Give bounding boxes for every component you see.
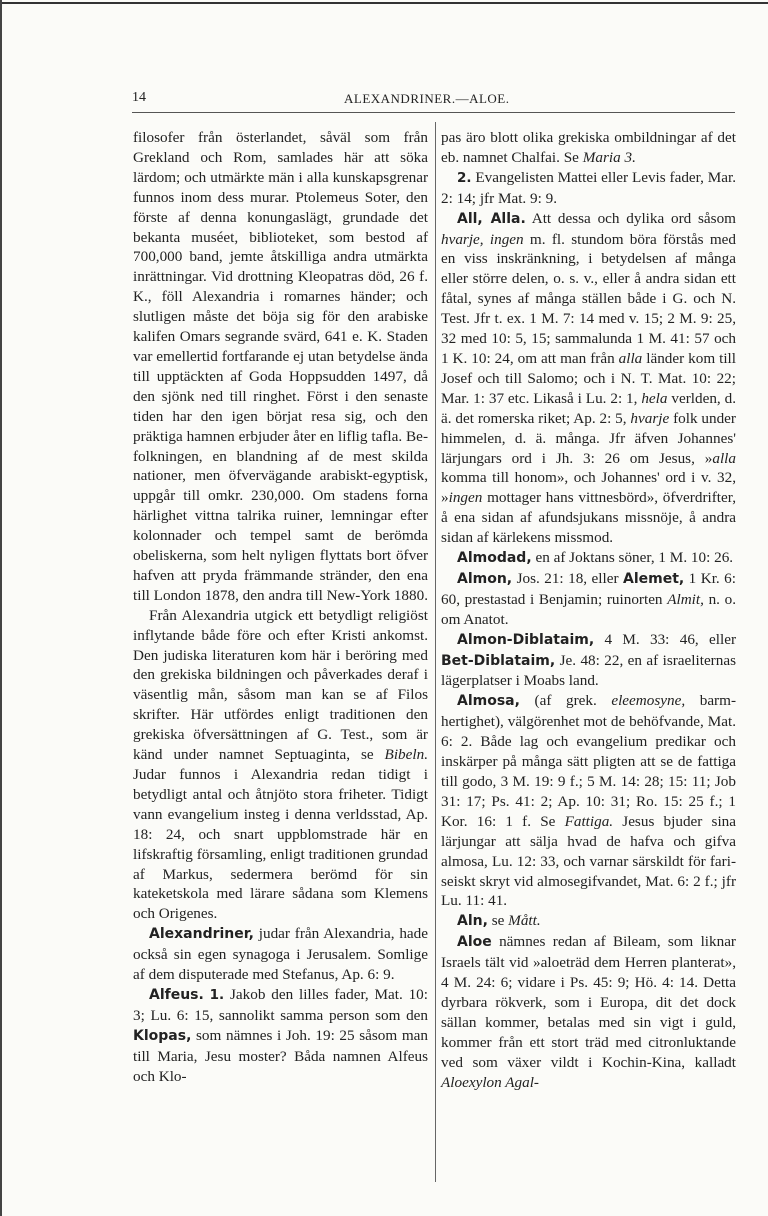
entry-text: komma till honom», och Johannes' ord i v. 32, » xyxy=(441,469,736,507)
entry-text: Att dessa och dylika ord såsom xyxy=(525,209,736,227)
entry-text: mottager hans vittnesbörd», öfverdrifter, å ena sidan af afundsjukans missnöje, å andra sidan af kärlekens missmod. xyxy=(441,489,736,547)
entry-text: som nämnes i Joh. 19: 25 såsom man till Maria, Jesu moster? Båda namnen Alfeus och Klo- xyxy=(133,1026,428,1085)
header-rule xyxy=(132,112,735,113)
entry-text: Jos. 21: 18, eller xyxy=(512,569,623,587)
headword: Almosa, xyxy=(457,693,520,710)
italic-term: Almit, xyxy=(667,590,704,608)
italic-term: alla xyxy=(618,349,643,367)
entry-text: en af Joktans söner, 1 M. 10: 26. xyxy=(531,549,734,567)
entry-alfeus-2 xyxy=(441,168,736,209)
cross-reference: Maria 3. xyxy=(582,148,636,166)
headword: Aln, xyxy=(457,913,488,930)
paragraph-text: filosofer från österlandet, såväl som från Grekland och Rom, samlades här att söka lärdom; och utmärkte män i alla kunskapsgrenar funnos inom dess murar. Ptolemeus Soter, den förste af denna konungaslägt, grundade det bekanta muséet, biblioteket, som bestod af 700,000 band, jemte åtskilliga andra utmärkta inrättningar. Vid drottning Kleopatras död, 26 f. K., föll Alexandria i romarnes händer; och slutligen måste det böja sig för den arabiske kalifen Omars segrande svärd, 641 e. K. Staden var emellertid fortfarande ej utan betydelse ända till upptäckten af Goda Hoppsudden 1497, då den sjönk ned till ringhet. Först i den senaste tiden har den igen börjat resa sig, och den präktiga hamnen erbjuder åter en liflig tafla. Befolkningen, en blandning af de mest skilda nationer, men öfvervägande arabiskt-egyptisk, uppgår till omkr. 230,000. Om stadens forna härlighet vittna talrika ruiner, lemningar efter kolonnader och tempel samt de berömda obeliskerna, som helt nyligen flyttats bort öfver hafven att pryda främmande stränder, den ena till London 1878, den andra till New-York 1880. xyxy=(133,129,429,604)
entry-text: n. o. om Anatot. xyxy=(441,590,737,628)
headword: Alexandriner, xyxy=(149,926,254,943)
headword: Alfeus. xyxy=(149,986,204,1003)
italic-term: hvarje xyxy=(630,409,670,427)
column-divider xyxy=(435,122,436,1182)
cross-reference: Bibeln. xyxy=(384,746,428,764)
entry-text: 1 Kr. 6: 60, prestastad i Benjamin; ruinorten xyxy=(441,569,736,608)
paragraph-text: Judar funnos i Alexandria redan tidigt i betydligt antal och åtnjöto stora friheter. Tidigt vann evangelium insteg i denna verldsstad, Ap. 18: 24, och snart uppblomstrade här en lifskraftig församling, enligt traditionen grundad af Markus, sedermera berömd för sin kateketskola med lärare sådana som Klemens och Origenes. xyxy=(133,766,428,923)
page-number: 14 xyxy=(132,90,146,105)
italic-term: hela xyxy=(641,389,668,407)
headword: Almon-Diblataim, xyxy=(457,631,595,648)
page-left-edge xyxy=(0,0,2,1216)
italic-term: hvarje, ingen xyxy=(441,230,524,248)
alfeus-continuation xyxy=(441,128,736,168)
entry-almosa xyxy=(441,691,736,911)
left-column xyxy=(133,128,428,1087)
headword: Almodad, xyxy=(457,550,532,567)
running-head: ALEXANDRINER.—ALOE. xyxy=(344,91,510,106)
headword: Bet-Diblataim, xyxy=(441,652,556,669)
entry-text: folk under himmelen, d. ä. många. Jfr äfven Johannes' lärjungars ord i Jh. 3: 26 om Jesus, » xyxy=(441,409,736,467)
entry-alexandriner xyxy=(133,924,428,985)
paragraph-text: Från Alexandria utgick ett betydligt religiöst inflytande både före och efter Kristi ankomst. Den judiska literaturen kom här i beröring med den grekiska bildningen och påverkades deraf i väsentlig mån, såsom man kan se af Filos skrifter. Här utfördes enligt traditionen den grekiska öfversättningen af G. Test., som är känd under namnet Septuaginta, se xyxy=(133,606,428,764)
entry-text: 4 M. 33: 46, eller xyxy=(594,630,736,648)
italic-term: eleemosyne, xyxy=(611,692,686,710)
entry-text: Evangelisten Mattei eller Levis fader, Mar. 2: 14; jfr Mat. 9: 9. xyxy=(441,168,736,207)
entry-text: (af grek. xyxy=(519,692,612,710)
paragraph-text: pas äro blott olika grekiska ombildningar af det eb. namnet Chalfai. Se xyxy=(441,129,736,166)
italic-term: Aloexylon Agal- xyxy=(441,1073,539,1091)
page-top-edge xyxy=(0,2,768,4)
entry-almon xyxy=(441,569,736,630)
entry-text: m. fl. stundom böra förstås med en viss inskränkning, i betydelsen af många eller större delen, o. s. v., eller å andra sidan ett fåtal, synes af många ställen både i G. och N. Test. Jfr t. ex. 1 M. 7: 14 med v. 15; 2 M. 9: 25, 32 med 10: 5, 15; sammalunda 1 M. 41: 57 och 1 K. 10: 24, om att man från xyxy=(441,230,736,367)
sense-number: 2. xyxy=(457,169,472,186)
entry-aln xyxy=(441,911,736,932)
alexandria-continuation xyxy=(133,128,428,606)
entry-text: länder kom till Josef och till Salomo; och i N. T. Mat. 10: 22; Mar. 1: 37 etc. Likaså i Lu. 2: 1, xyxy=(441,349,736,407)
entry-aloe xyxy=(441,932,736,1092)
sense-number: 1. xyxy=(209,986,225,1003)
italic-term: alla xyxy=(712,449,736,467)
entry-text: Jesus bjuder sina lärjungar att sälja hvad de hafva och gifva almosa, Lu. 12: 33, och varnar särskildt för fariseiskt skryt vid almosegifvandet, Mat. 6: 2 f.; jfr Lu. 11: 41. xyxy=(441,812,736,910)
entry-alfeus xyxy=(133,985,428,1087)
right-column xyxy=(441,128,736,1093)
entry-almon-diblataim xyxy=(441,630,736,692)
entry-all xyxy=(441,209,736,548)
entry-text: nämnes redan af Bileam, som liknar Israels tält vid »aloeträd dem Herren planterat», 4 M. 24: 6; vidare i Ps. 45: 9; Hö. 4: 14. Detta dyrbara rökverk, som i Europa, dit det dock sällan kommer, betalas med sin vigt i guld, kommer från ett stort träd med citronluktande ved som växer vildt i Kochin-Kina, kalladt xyxy=(441,933,736,1071)
italic-term: ingen xyxy=(448,489,483,507)
headword: Klopas, xyxy=(133,1027,192,1044)
entry-text: barmhertighet), välgörenhet mot de behöfvande, Mat. 6: 2. Både lag och evangelium predikar och inskärper på många sätt pligten att se de fattiga till godo, 3 M. 19: 9 f.; 5 M. 14: 28; 15: 11; Job 31: 17; Ps. 41: 2; Ap. 10: 31; Ro. 15: 25 f.; 1 Kor. 16: 1 f. Se xyxy=(441,692,736,830)
cross-reference: Mått. xyxy=(508,912,541,930)
cross-reference: Fattiga. xyxy=(564,812,614,830)
headword: Almon, xyxy=(457,570,513,587)
entry-almodad xyxy=(441,548,736,569)
entry-text: Jakob den lilles fader, Mat. 10: 3; Lu. 6: 15, sannolikt samma person som den xyxy=(133,985,428,1024)
entry-text: Je. 48: 22, en af israeliternas lägerplatser i Moabs land. xyxy=(441,651,736,690)
page-header xyxy=(132,90,735,112)
entry-text: judar från Alexandria, hade också sin egen synagoga i Jerusalem. Somlige af dem disputerade med Stefanus, Ap. 6: 9. xyxy=(133,925,428,984)
entry-text: se xyxy=(487,912,509,930)
entry-text: verlden, d. ä. det romerska riket; Ap. 2: 5, xyxy=(441,389,736,427)
headword: All, Alla. xyxy=(457,210,526,227)
alexandria-religion-paragraph xyxy=(133,606,428,925)
headword: Aloe xyxy=(457,934,492,951)
headword: Alemet, xyxy=(622,570,685,587)
